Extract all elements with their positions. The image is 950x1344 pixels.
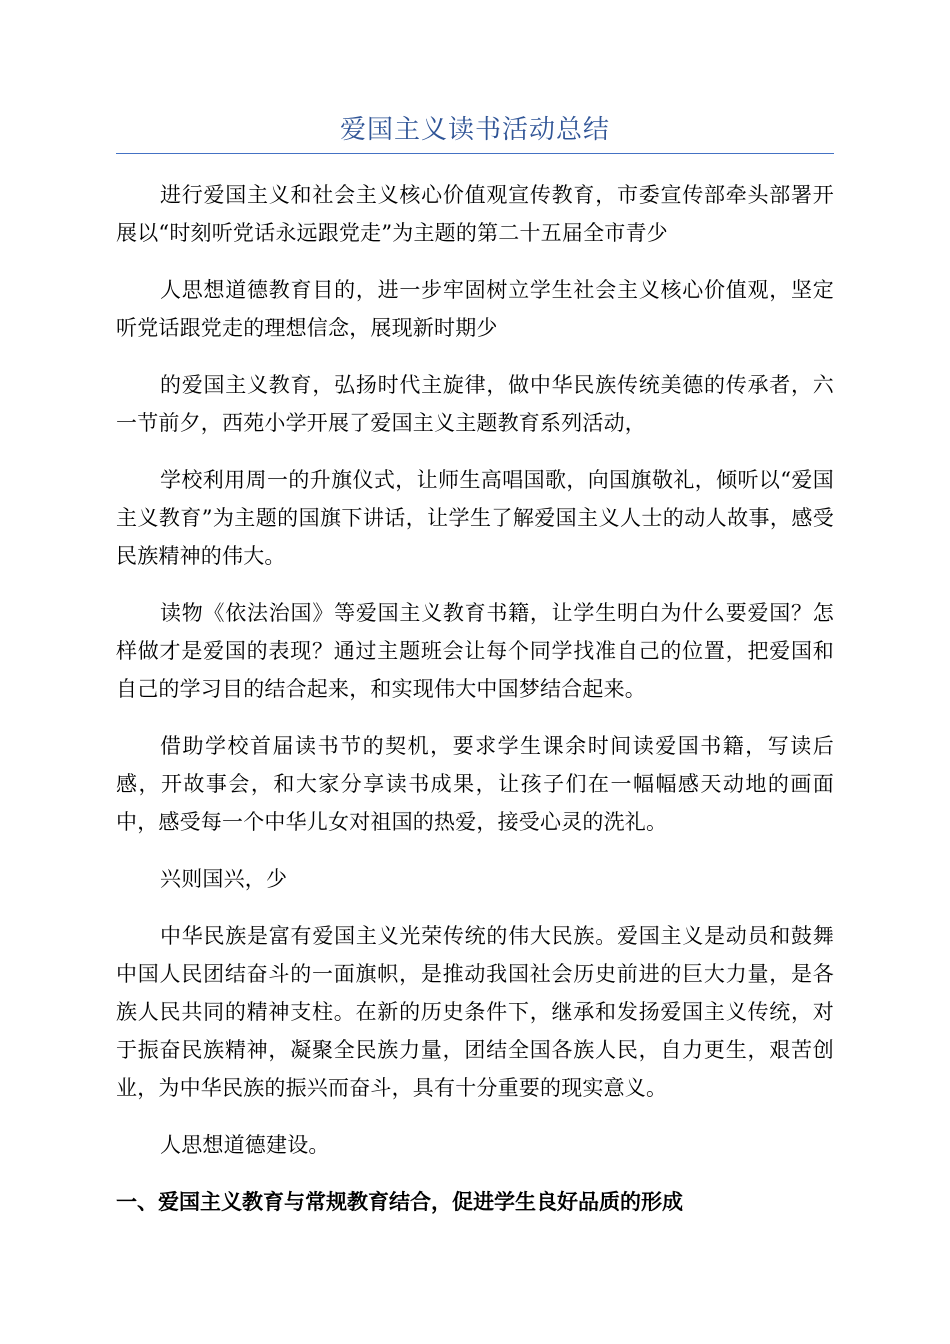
paragraph-4: 学校利用周一的升旗仪式，让师生高唱国歌，向国旗敬礼，倾听以“爱国主义教育”为主题的国旗下讲话，让学生了解爱国主义人士的动人故事，感受民族精神的伟大。 [116,468,834,568]
title-underline [116,153,834,154]
paragraph-5: 读物《依法治国》等爱国主义教育书籍，让学生明白为什么要爱国？怎样做才是爱国的表现？通过主题班会让每个同学找准自己的位置，把爱国和自己的学习目的结合起来，和实现伟大中国梦结合起来。 [116,601,834,701]
document-body [116,176,834,1221]
paragraph-3: 的爱国主义教育，弘扬时代主旋律，做中华民族传统美德的传承者，六一节前夕，西苑小学开展了爱国主义主题教育系列活动， [116,373,834,435]
paragraph-1: 进行爱国主义和社会主义核心价值观宣传教育，市委宣传部牵头部署开展以“时刻听党话永远跟党走”为主题的第二十五届全市青少 [116,183,834,245]
paragraph-2: 人思想道德教育目的，进一步牢固树立学生社会主义核心价值观，坚定听党话跟党走的理想信念，展现新时期少 [116,278,834,340]
paragraph-8: 中华民族是富有爱国主义光荣传统的伟大民族。爱国主义是动员和鼓舞中国人民团结奋斗的一面旗帜，是推动我国社会历史前进的巨大力量，是各族人民共同的精神支柱。在新的历史条件下，继承和发扬爱国主义传统，对于振奋民族精神，凝聚全民族力量，团结全国各族人民，自力更生，艰苦创业，为中华民族的振兴而奋斗，具有十分重要的现实意义。 [116,924,834,1100]
document-title: 爱国主义读书活动总结 [339,115,610,145]
section-heading-1: 一、爱国主义教育与常规教育结合，促进学生良好品质的形成 [116,1189,683,1214]
paragraph-9: 人思想道德建设。 [160,1133,330,1157]
paragraph-6: 借助学校首届读书节的契机，要求学生课余时间读爱国书籍，写读后感，开故事会，和大家分享读书成果，让孩子们在一幅幅感天动地的画面中，感受每一个中华儿女对祖国的热爱，接受心灵的洗礼。 [116,734,834,834]
paragraph-7: 兴则国兴，少 [160,867,288,891]
